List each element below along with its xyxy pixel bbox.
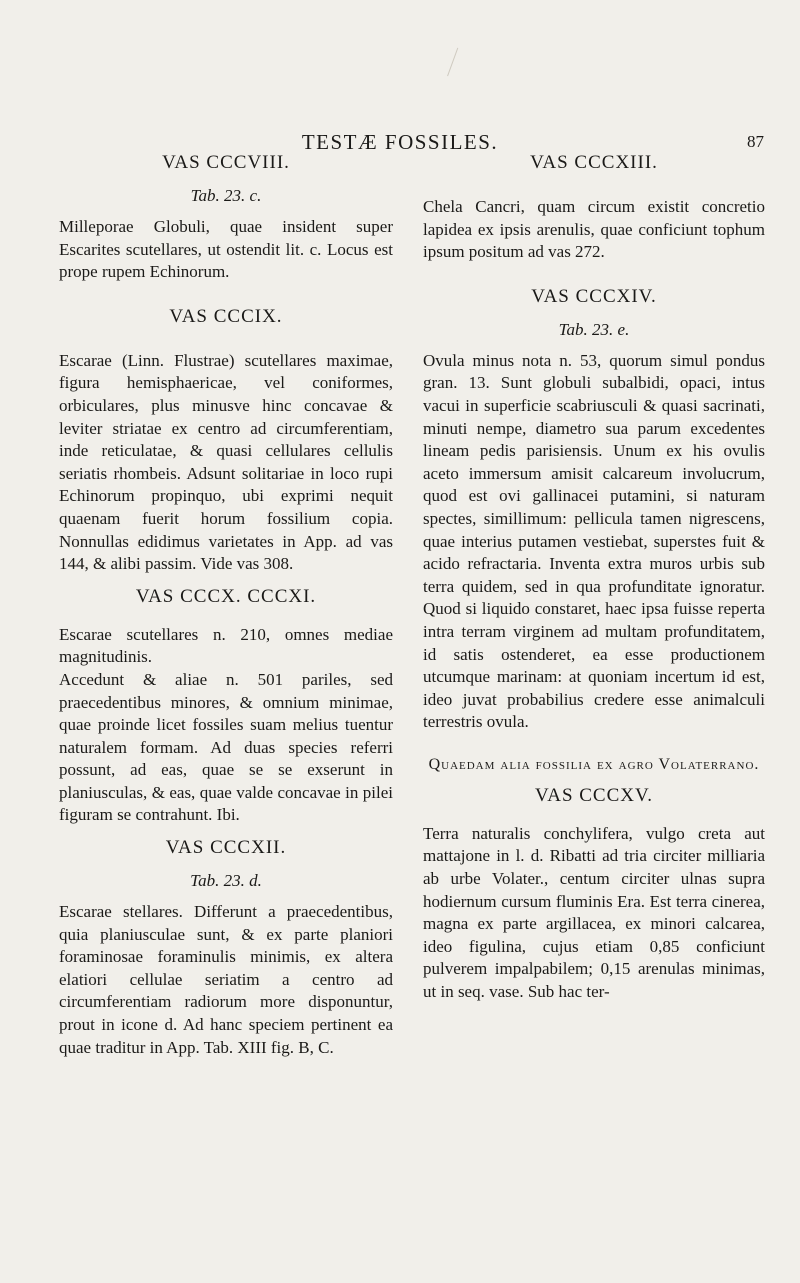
heading-vas-cccviii: VAS CCCVIII. [162,152,290,173]
paragraph-escarae-scutellares: Escarae (Linn. Flustrae) scutellares maximae, figura hemisphaericae, vel coniformes, orbiculares, plus minusve hinc concavae & leviter striatae ex centro ad circumferentiam, inde reticulatae, & quasi cellulares cellulis seriatis rhombeis. Adsunt solitariae in loco rupi Echinorum propinquo, ubi exprimi nequit quaenam fuerit horum fossilium copia. Nonnullas edidimus varietates in App. ad vas 144, & alibi passim. Vide vas 308. [59,350,393,574]
heading-vas-cccxii: VAS CCCXII. [165,837,287,859]
left-column [59,150,393,1059]
heading-vas-cccix: VAS CCCIX. [169,305,283,327]
tab-reference-23d: Tab. 23. d. [190,871,262,891]
tab-reference-23e: Tab. 23. e. [558,319,630,339]
paragraph-escarae-stellares: Escarae stellares. Differunt a praecedentibus, quia planiusculae sunt, & ex parte planiori foraminosae foraminulis minimis, ex altera elatiori cellulae seriatim a centro ad circumferentiam radiorum more disponuntur, prout in icone d. Ad hanc speciem pertinent ea quae traditur in App. Tab. XIII fig. B, C. [59,902,393,1057]
paragraph-ovula: Ovula minus nota n. 53, quorum simul pondus gran. 13. Sunt globuli subalbidi, opaci, intus vacui in superficie scabriusculi & quasi sacrinati, minuti nempe, diametro sua parum excedentes lineam pedis parisiensis. Unum ex his ovulis aceto immersum amisit calcareum involucrum, quod est ovi gallinacei putamini, si naturam spectes, simillimum: pellicula tamen nigrescens, quae interius putamen vestiebat, superstes fuit & acido refractaria. Inventa extra muros urbis sub terra quidem, sed in qua profunditate ignoratur. Quod si liquido constaret, haec ipsa fuisse reperta intra terram virginem ad multam profunditatem, id satis ostenderet, ea esse productionem utcumque marinam: at quoniam incertum id est, ideo juvat probabilius credere esse animalculi terrestris ovula. [423,350,765,732]
paragraph-accedunt: Accedunt & aliae n. 501 pariles, sed praecedentibus minores, & omnium minimae, quae proinde licet fossiles suam melius tuentur naturalem formam. Ad duas species referri possunt, ad eas, quae se se exserunt in planiusculas, & eas, quae valde concavae in pilei figuram se contrahunt. Ibi. [59,669,393,825]
heading-vas-cccxv: VAS CCCXV. [534,784,654,806]
running-title: TESTÆ FOSSILES. [301,130,499,154]
heading-vas-cccx-cccxi: VAS CCCX. CCCXI. [135,585,317,607]
paragraph-escarae-mediae: Escarae scutellares n. 210, omnes mediae magnitudinis. [59,624,393,667]
heading-vas-cccxiv: VAS CCCXIV. [531,285,657,307]
paper-mark [447,48,464,79]
right-column [423,150,765,1004]
heading-vas-cccxiii: VAS CCCXIII. [530,152,658,173]
page-number: 87 [747,132,764,151]
section-heading-volaterrano: Quaedam alia fossilia ex agro Volaterrano. [428,755,760,773]
paragraph-chela-cancri: Chela Cancri, quam circum existit concretio lapidea ex ipsis arenulis, quae conficiunt tophum ipsum positum ad vas 272. [423,197,765,262]
paragraph-milleporae: Milleporae Globuli, quae insident super Escarites scutellares, ut ostendit lit. c. Locus est prope rupem Echinorum. [59,217,393,282]
tab-reference-23c: Tab. 23. c. [190,186,262,205]
paragraph-terra-conchylifera: Terra naturalis conchylifera, vulgo creta aut mattajone in l. d. Ribatti ad tria circiter milliaria ab urbe Volater., centum circiter ulnas supra hodiernum cursum fluminis Era. Est terra cinerea, magna ex parte argillacea, ex minori calcarea, ideo figulina, cujus etiam 0,85 conficiunt pulverem impalpabilem; 0,15 arenulas minimas, ut in seq. vase. Sub hac ter- [423,823,765,1002]
